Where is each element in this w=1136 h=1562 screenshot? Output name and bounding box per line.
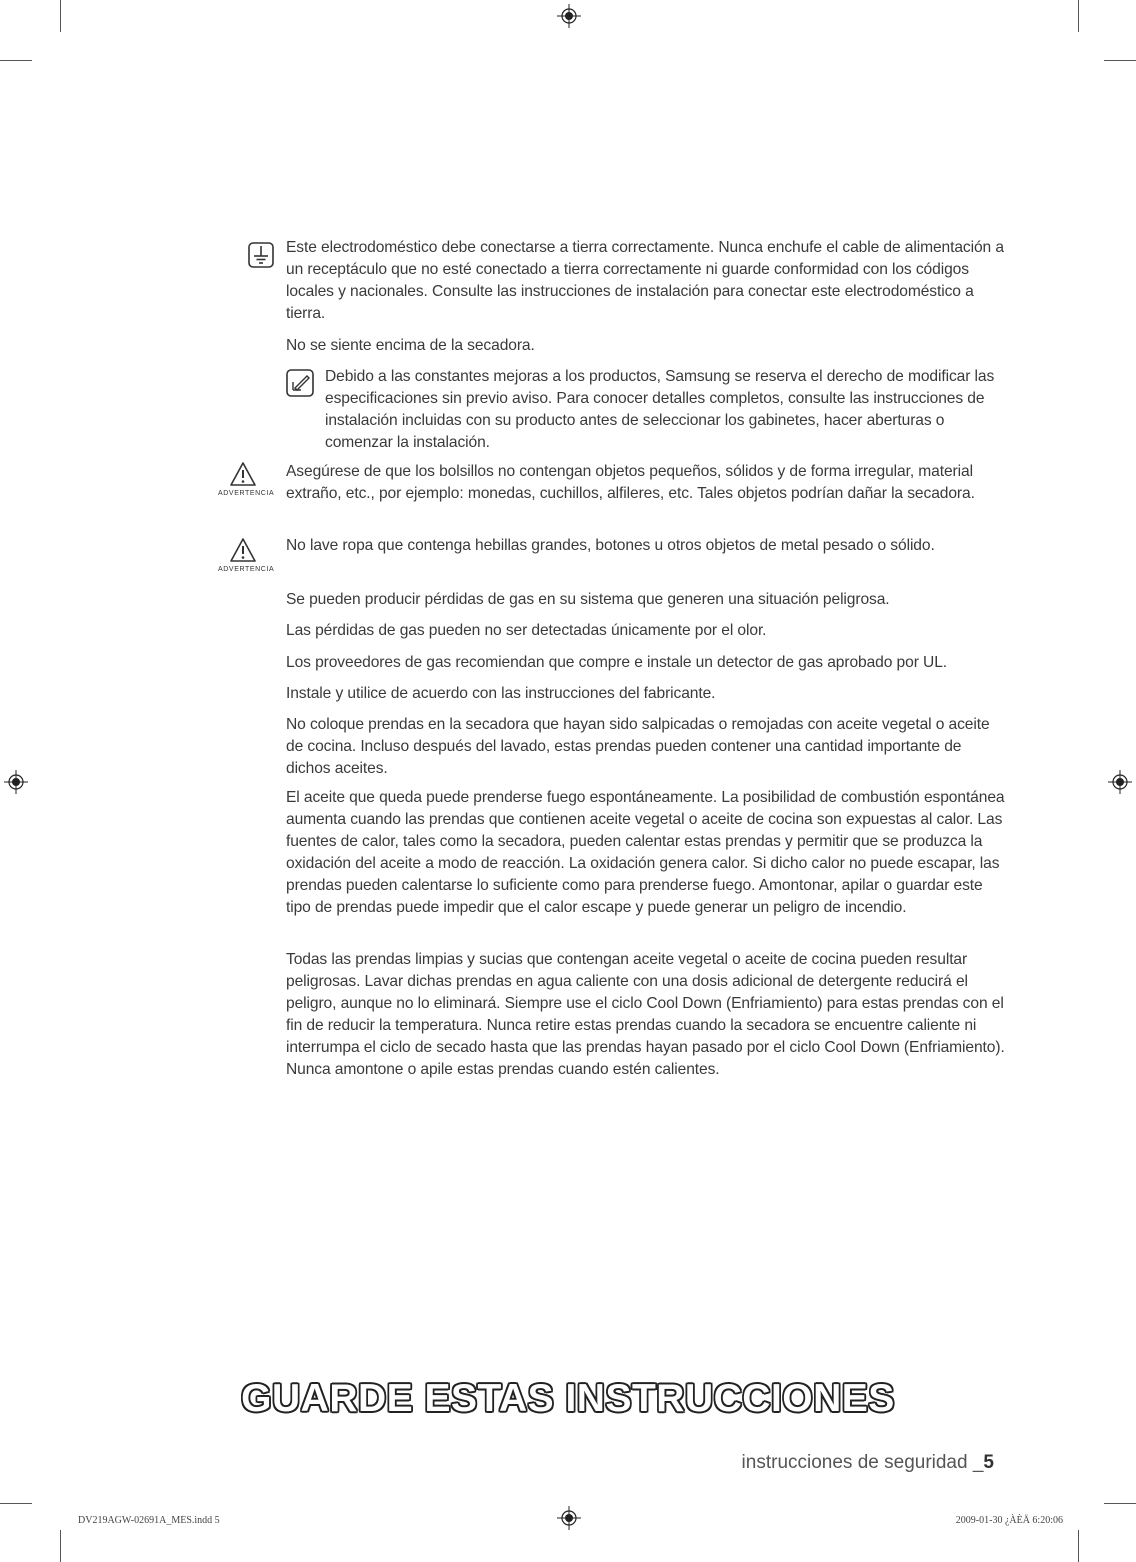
- ground-paragraph: Este electrodoméstico debe conectarse a tierra correctamente. Nunca enchufe el cable de alimentación a un receptáculo que no esté conectado a tierra correctamente ni guarde conformidad con los códigos locales y nacionales. Consulte las instrucciones de instalación para conectar este electrodoméstico a tierra.: [286, 239, 1004, 322]
- warning-triangle-icon: [229, 537, 257, 563]
- registration-mark-left-icon: [4, 770, 28, 794]
- oil-clothing-paragraph: Todas las prendas limpias y sucias que contengan aceite vegetal o aceite de cocina pueden resultar peligrosas. Lavar dichas prendas en agua caliente con una dosis adicional de detergente reducirá el peligro, aunque no lo eliminará. Siempre use el ciclo Cool Down (Enfriamiento) para estas prendas con el fin de reducir la temperatura. Nunca retire estas prendas cuando la secadora se encuentre caliente ni interrumpa el ciclo de secado hasta que las prendas hayan pasado por el ciclo Cool Down (Enfriamiento). Nunca amontone o apile estas prendas cuando estén calientes.: [286, 951, 1005, 1078]
- registration-mark-top-icon: [557, 4, 581, 28]
- gas-leak-paragraph: Se pueden producir pérdidas de gas en su sistema que generen una situación peligrosa.: [286, 591, 890, 608]
- print-slug-file: DV219AGW-02691A_MES.indd 5: [78, 1515, 220, 1526]
- crop-mark-top-left-v: [60, 0, 61, 32]
- warning-triangle-icon: [229, 461, 257, 487]
- oil-combustion-paragraph: El aceite que queda puede prenderse fuego espontáneamente. La posibilidad de combustión espontánea aumenta cuando las prendas que contienen aceite vegetal o aceite de cocina son expuestas al calor. Las fuentes de calor, tales como la secadora, pueden calentar estas prendas y permitir que se produzca la oxidación del aceite a modo de reacción. La oxidación genera calor. Si dicho calor no puede escapar, las prendas pueden calentarse lo suficiente como para prenderse fuego. Amontonar, apilar o guardar este tipo de prendas puede impedir que el calor escape y puede generar un peligro de incendio.: [286, 789, 1005, 916]
- crop-mark-top-left-h: [0, 60, 32, 61]
- install-paragraph: Instale y utilice de acuerdo con las instrucciones del fabricante.: [286, 685, 716, 702]
- gas-smell-paragraph: Las pérdidas de gas pueden no ser detectadas únicamente por el olor.: [286, 622, 767, 639]
- crop-mark-bottom-right-h: [1104, 1503, 1136, 1504]
- ground-connection-icon: [247, 241, 275, 269]
- buckles-paragraph: No lave ropa que contenga hebillas grandes, botones u otros objetos de metal pesado o sólido.: [286, 537, 935, 554]
- crop-mark-bottom-right-v: [1078, 1530, 1079, 1562]
- note-icon: [285, 368, 315, 398]
- note-paragraph: Debido a las constantes mejoras a los productos, Samsung se reserva el derecho de modificar las especificaciones sin previo aviso. Para conocer detalles completos, consulte las instrucciones de instalación incluidas con su producto antes de seleccionar los gabinetes, hacer aberturas o comenzar la instalación.: [325, 368, 995, 451]
- registration-mark-right-icon: [1108, 770, 1132, 794]
- crop-mark-top-right-v: [1078, 0, 1079, 32]
- print-slug-date: 2009-01-30 ¿ÀÈÄ 6:20:06: [955, 1515, 1063, 1526]
- warning-label: ADVERTENCIA: [218, 490, 275, 497]
- crop-mark-bottom-left-v: [60, 1530, 61, 1562]
- registration-mark-bottom-icon: [557, 1506, 581, 1530]
- warning-label: ADVERTENCIA: [218, 566, 275, 573]
- footer-section-title: instrucciones de seguridad _: [741, 1452, 984, 1473]
- pockets-paragraph: Asegúrese de que los bolsillos no contengan objetos pequeños, sólidos y de forma irregular, material extraño, etc., por ejemplo: monedas, cuchillos, alfileres, etc. Tales objetos podrían dañar la secadora.: [286, 463, 975, 502]
- page-footer: [742, 1452, 994, 1474]
- crop-mark-bottom-left-h: [0, 1503, 32, 1504]
- gas-detector-paragraph: Los proveedores de gas recomiendan que compre e instale un detector de gas aprobado por UL.: [286, 654, 947, 671]
- oil-stained-paragraph: No coloque prendas en la secadora que hayan sido salpicadas o remojadas con aceite vegetal o aceite de cocina. Incluso después del lavado, estas prendas pueden contener una cantidad importante de dichos aceites.: [286, 716, 990, 777]
- footer-page-number: 5: [983, 1452, 994, 1473]
- crop-mark-top-right-h: [1104, 60, 1136, 61]
- page-heading: GUARDE ESTAS INSTRUCCIONES: [241, 1377, 895, 1420]
- sit-paragraph: No se siente encima de la secadora.: [286, 337, 535, 354]
